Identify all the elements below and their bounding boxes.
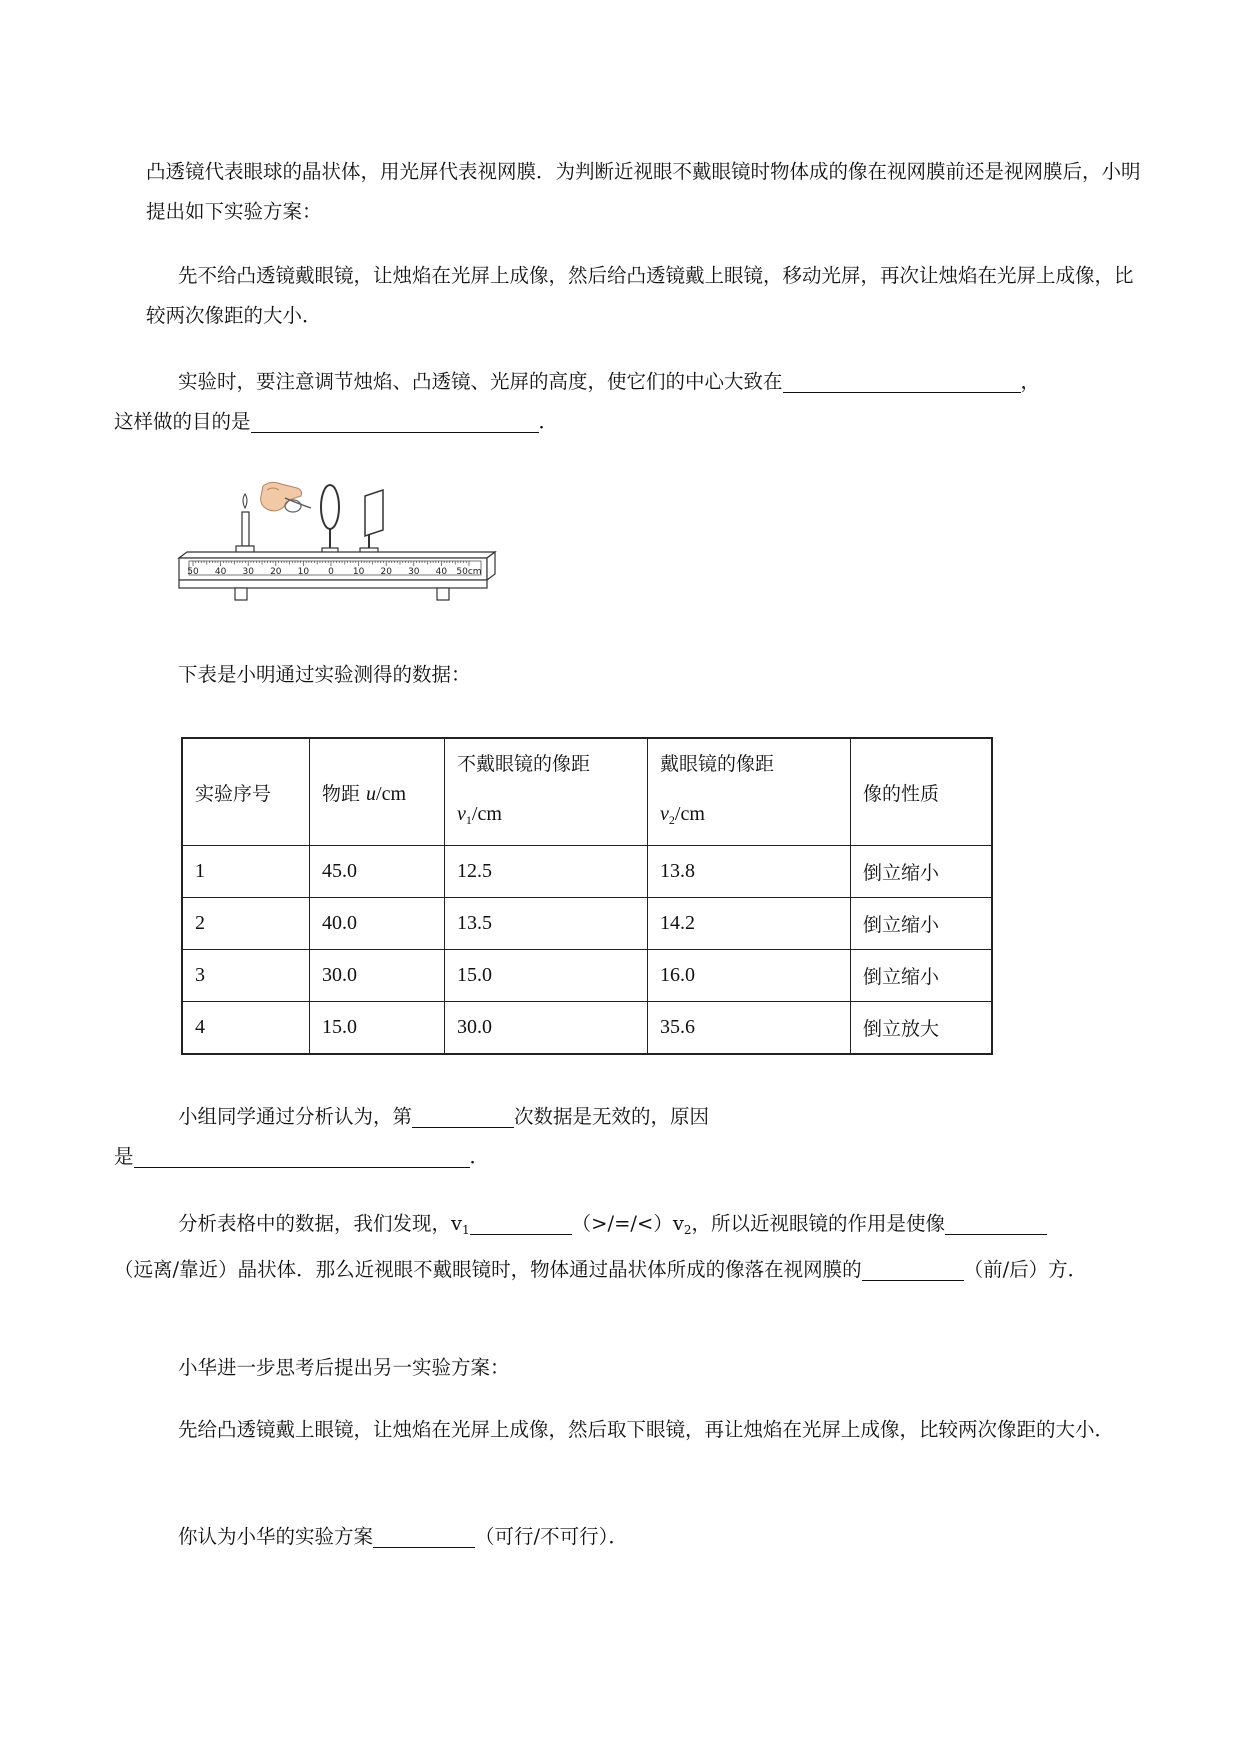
question-text: （>/=/<）v	[571, 1212, 684, 1235]
header-image-property: 像的性质	[851, 738, 993, 846]
cell-property: 倒立缩小	[851, 950, 993, 1002]
ruler-label: 20	[270, 567, 282, 577]
ruler-label: 30	[242, 567, 254, 577]
cell-v2: 35.6	[648, 1002, 851, 1055]
table-header-row	[182, 738, 992, 846]
cell-v1: 15.0	[445, 950, 648, 1002]
header-image-distance-with-glasses: 戴眼镜的像距 $v_2/cm$	[648, 738, 851, 846]
cell-u: 40.0	[310, 898, 445, 950]
header-object-distance: 物距 u/cm	[310, 738, 445, 846]
cell-v1: 13.5	[445, 898, 648, 950]
answer-blank-feasibility[interactable]	[373, 1523, 475, 1548]
answer-blank-purpose[interactable]	[251, 408, 539, 433]
experiment-data-table	[181, 737, 993, 1055]
answer-blank-invalid-trial[interactable]	[412, 1103, 514, 1128]
table-row	[182, 846, 992, 898]
cell-trial: 2	[182, 898, 310, 950]
cell-v2: 13.8	[648, 846, 851, 898]
question-text: 分析表格中的数据，我们发现，v	[178, 1212, 463, 1235]
cell-u: 30.0	[310, 950, 445, 1002]
table-intro-paragraph	[146, 655, 1150, 695]
optical-bench-rail	[179, 552, 495, 600]
candle-icon	[236, 494, 254, 558]
xiaohua-plan-text: 先给凸透镜戴上眼镜，让烛焰在光屏上成像，然后取下眼镜，再让烛焰在光屏上成像，比较两次像距的大小．	[178, 1418, 1115, 1441]
question-text: ．	[538, 410, 559, 433]
cell-trial: 1	[182, 846, 310, 898]
question-text: ，	[1020, 370, 1041, 393]
question-text: ．	[469, 1145, 490, 1168]
cell-trial: 3	[182, 950, 310, 1002]
answer-blank-compare[interactable]	[470, 1210, 572, 1235]
xiaohua-intro-paragraph	[146, 1348, 1150, 1388]
cell-v1: 30.0	[445, 1002, 648, 1055]
feasibility-question-paragraph	[146, 1517, 1150, 1557]
analysis-question-paragraph	[114, 1204, 1150, 1290]
answer-blank-position[interactable]	[862, 1256, 964, 1281]
hand-with-glasses-icon	[261, 482, 311, 512]
invalid-data-question-paragraph	[114, 1097, 1150, 1177]
intro-text: 凸透镜代表眼球的晶状体，用光屏代表视网膜．为判断近视眼不戴眼镜时物体成的像在视网膜前还是视网膜后，小明提出如下实验方案：	[146, 160, 1141, 223]
question-text: 小组同学通过分析认为，第	[178, 1105, 413, 1128]
cell-u: 45.0	[310, 846, 445, 898]
question-text: 实验时，要注意调节烛焰、凸透镜、光屏的高度，使它们的中心大致在	[178, 370, 783, 393]
optical-bench-figure	[175, 476, 497, 616]
question-text: 是	[114, 1145, 134, 1168]
light-screen-icon	[360, 490, 383, 558]
ruler-label: 40	[214, 567, 227, 577]
answer-blank-effect[interactable]	[945, 1210, 1047, 1235]
answer-blank-reason[interactable]	[134, 1143, 470, 1168]
ruler-label: 20	[380, 567, 392, 577]
cell-trial: 4	[182, 1002, 310, 1055]
height-question-paragraph	[114, 362, 1150, 442]
question-text: （可行/不可行）．	[475, 1525, 628, 1548]
table-row	[182, 898, 992, 950]
ruler-label: 50cm	[456, 567, 482, 577]
cell-v2: 16.0	[648, 950, 851, 1002]
answer-blank-center-height[interactable]	[783, 368, 1021, 393]
ruler-label: 10	[352, 567, 365, 577]
ruler-label: 10	[297, 567, 310, 577]
optical-bench-illustration	[175, 476, 497, 616]
question-text: （前/后）方．	[963, 1258, 1088, 1281]
cell-property: 倒立放大	[851, 1002, 993, 1055]
cell-property: 倒立缩小	[851, 898, 993, 950]
ruler-label: 0	[328, 567, 334, 577]
subscript: 2	[683, 1223, 692, 1237]
plan-text: 先不给凸透镜戴眼镜，让烛焰在光屏上成像，然后给凸透镜戴上眼镜，移动光屏，再次让烛焰在光屏上成像，比较两次像距的大小．	[146, 264, 1134, 327]
convex-lens-icon	[321, 485, 339, 558]
intro-paragraph	[146, 152, 1150, 232]
cell-property: 倒立缩小	[851, 846, 993, 898]
subscript: 1	[462, 1223, 470, 1237]
header-trial-number: 实验序号	[182, 738, 310, 846]
cell-u: 15.0	[310, 1002, 445, 1055]
table-row	[182, 950, 992, 1002]
question-text: ，所以近视眼镜的作用是使像	[691, 1212, 946, 1235]
question-text: 你认为小华的实验方案	[178, 1525, 374, 1548]
ruler-label: 30	[408, 567, 420, 577]
cell-v2: 14.2	[648, 898, 851, 950]
ruler-label: 40	[435, 567, 448, 577]
xiaohua-intro-text: 小华进一步思考后提出另一实验方案：	[178, 1356, 510, 1379]
question-text: 次数据是无效的，原因	[514, 1105, 710, 1128]
xiaohua-plan-paragraph	[146, 1410, 1150, 1450]
table-row	[182, 1002, 992, 1055]
header-image-distance-without-glasses: 不戴眼镜的像距 $v_1/cm$	[445, 738, 648, 846]
table-intro-text: 下表是小明通过实验测得的数据：	[178, 663, 471, 686]
question-text: （远离/靠近）晶状体．那么近视眼不戴眼镜时，物体通过晶状体所成的像落在视网膜的	[114, 1258, 862, 1281]
cell-v1: 12.5	[445, 846, 648, 898]
question-text: 这样做的目的是	[114, 410, 251, 433]
plan-paragraph	[146, 256, 1150, 336]
ruler-label: 50	[187, 567, 199, 577]
